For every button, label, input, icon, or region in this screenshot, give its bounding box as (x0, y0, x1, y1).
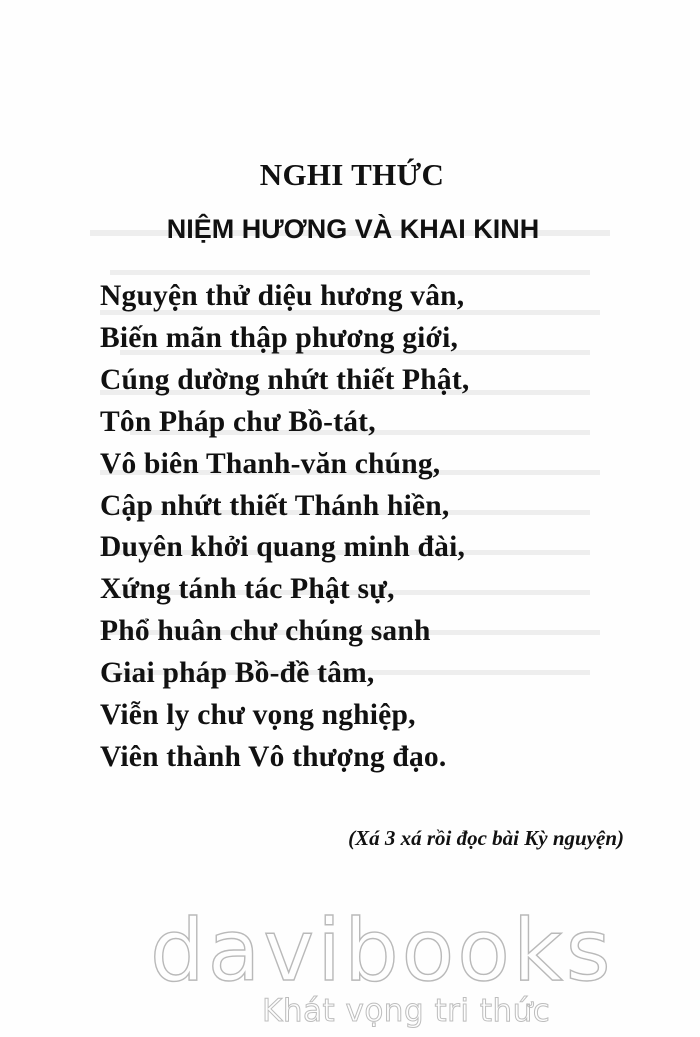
page-title: NGHI THỨC (259, 156, 445, 192)
verse-line: Viễn ly chư vọng nghiệp, (100, 699, 416, 732)
watermark (150, 901, 614, 1029)
verse-line: Phổ huân chư chúng sanh (100, 615, 431, 648)
verse-line: Tôn Pháp chư Bồ-tát, (100, 405, 376, 438)
verse-line: Duyên khởi quang minh đài, (100, 531, 466, 564)
verse-line: Cúng dường nhứt thiết Phật, (100, 363, 470, 396)
page-subtitle: NIỆM HƯƠNG VÀ KHAI KINH (166, 214, 540, 245)
instruction-note: (Xá 3 xá rồi đọc bài Kỳ nguyện) (348, 826, 624, 850)
verse-line: Cập nhứt thiết Thánh hiền, (100, 489, 450, 522)
verse-line: Giai pháp Bồ-đề tâm, (100, 657, 375, 690)
verse-line: Vô biên Thanh-văn chúng, (100, 447, 441, 480)
verse-line: Xứng tánh tác Phật sự, (100, 573, 395, 606)
verse-line: Biến mãn thập phương giới, (100, 321, 459, 354)
watermark-tagline: Khát vọng tri thức (262, 993, 551, 1029)
verse-line: Nguyện thử diệu hương vân, (100, 280, 465, 312)
verse-list (100, 276, 469, 779)
verse-line: Viên thành Vô thượng đạo. (100, 740, 447, 773)
watermark-brand: davibooks (150, 901, 614, 1001)
